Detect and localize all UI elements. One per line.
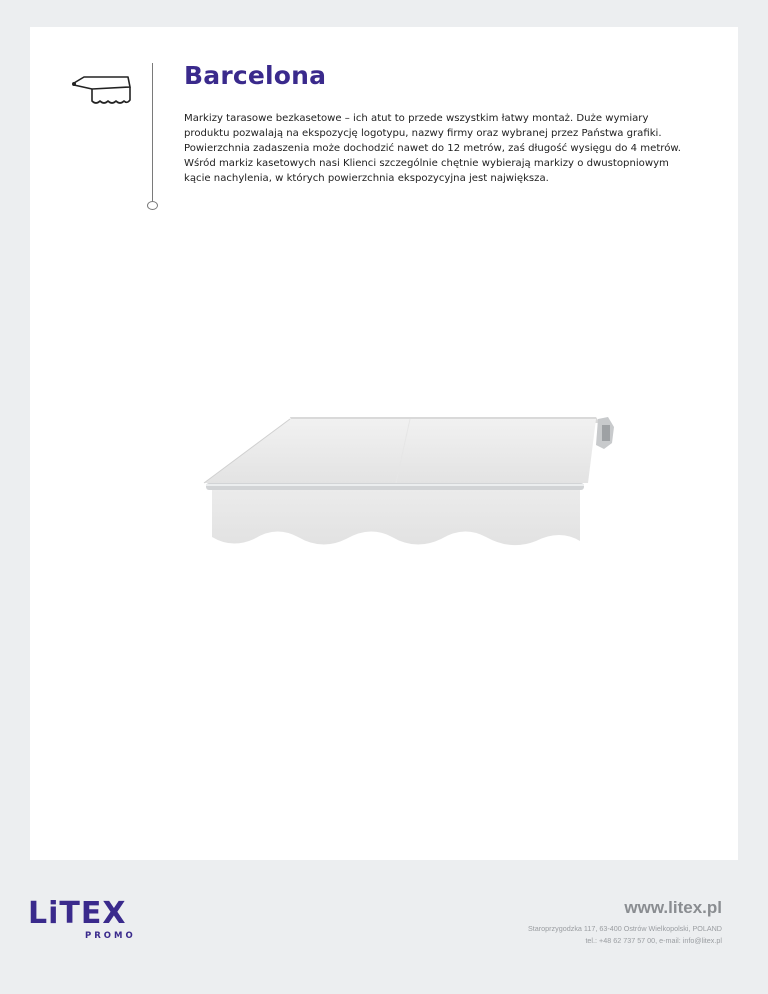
- awning-photo: [176, 379, 616, 549]
- awning-icon: [70, 75, 134, 111]
- logo-subtitle: PROMO: [85, 931, 136, 941]
- litex-logo: [28, 898, 152, 944]
- decorative-rail: [152, 63, 153, 203]
- company-address: Staroprzygodzka 117, 63-400 Ostrów Wielkopolski, POLAND: [527, 924, 722, 933]
- company-contact: tel.: +48 62 737 57 00, e-mail: info@litex.pl: [585, 936, 722, 945]
- page-title: Barcelona: [184, 61, 327, 90]
- document-page: [30, 27, 738, 860]
- logo-wordmark: LiTEX: [28, 896, 127, 931]
- product-description: Markizy tarasowe bezkasetowe – ich atut to przede wszystkim łatwy montaż. Duże wymiary produktu pozwalają na ekspozycję logotypu, nazwy firmy oraz wybranej przez Państwa grafiki. Powierzchnia zadaszenia może dochodzić nawet do 12 metrów, zaś długość wysięgu do 4 metrów. Wśród markiz kasetowych nasi Klienci szczególnie chętnie wybierają markizy o dwustopniowym kącie nachylenia, w których powierzchnia ekspozycyjna jest największa.: [184, 113, 681, 184]
- rail-knob: [147, 201, 158, 210]
- website-link[interactable]: www.litex.pl: [624, 898, 722, 917]
